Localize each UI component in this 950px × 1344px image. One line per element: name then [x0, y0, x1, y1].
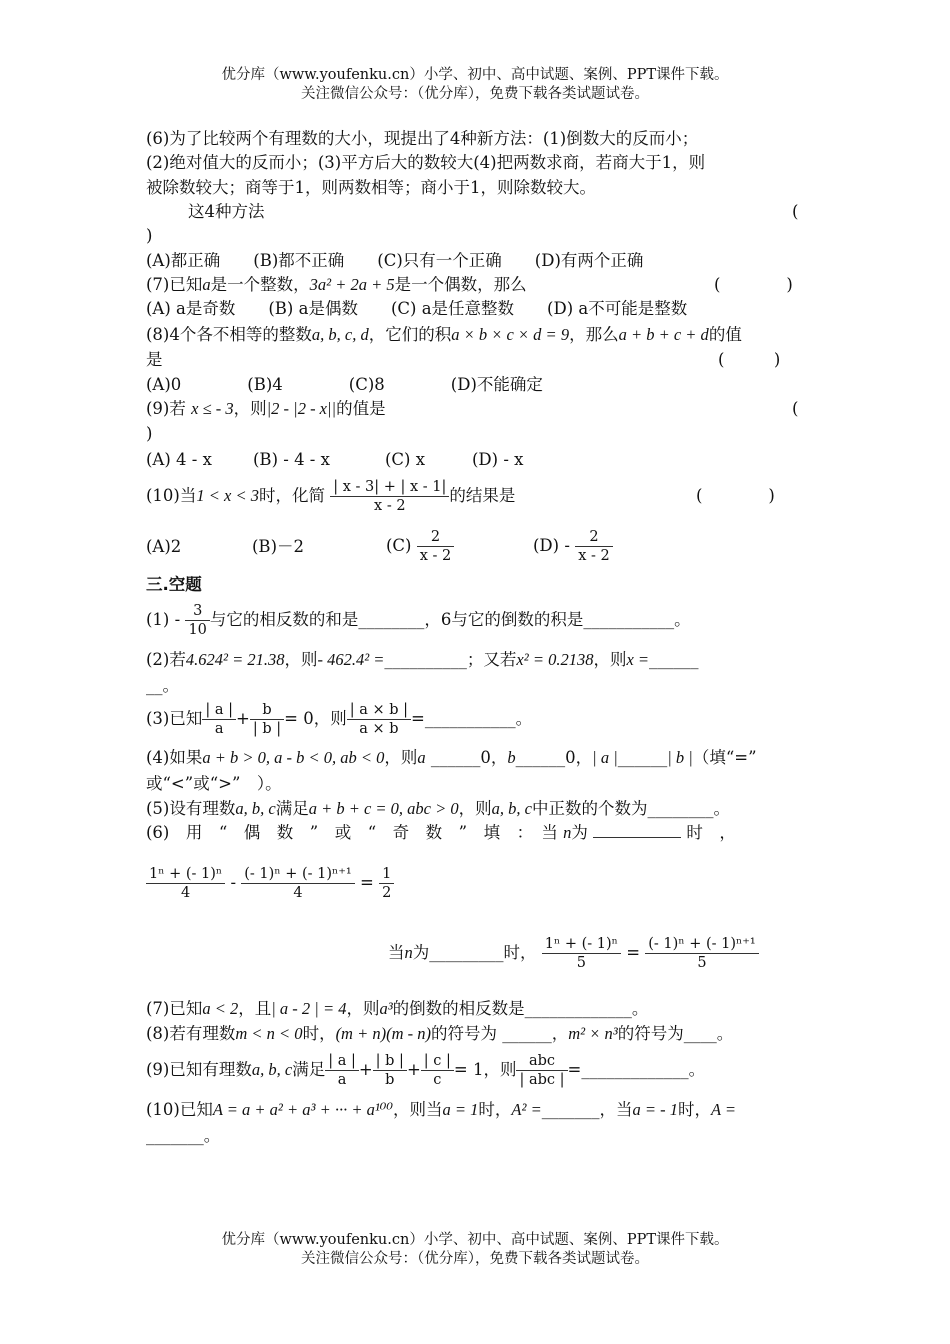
q7-var-a: a — [202, 275, 211, 294]
f4-cond: a + b > 0, a - b < 0, ab < 0 — [202, 748, 385, 767]
f4-line — [146, 747, 810, 769]
f6-line1c: 时 ， — [686, 823, 736, 842]
f10-mid3: ，当 — [599, 1100, 633, 1119]
f4-text: (4)如果 — [146, 748, 203, 767]
f8-cond: m < n < 0 — [235, 1024, 303, 1043]
f6-n: n — [563, 823, 572, 842]
q9-suffix: 的值是 — [336, 399, 386, 418]
page-footer — [0, 1231, 950, 1269]
f10-text: (10)已知 — [146, 1100, 213, 1119]
f10-mid4: 时， — [677, 1100, 711, 1119]
f6-frac3-num: 1 — [379, 865, 394, 884]
f6-frac1-num: 1ⁿ + (- 1)ⁿ — [146, 865, 225, 884]
f10-expr3: A = — [710, 1100, 737, 1119]
f6-frac-5 — [645, 935, 758, 972]
f10-cond: a = 1 — [442, 1100, 479, 1119]
f1-text: 与它的相反数的和是________，6与它的倒数的积是___________。 — [209, 610, 691, 629]
q6-line-3: 被除数较大；商等于1，则两数相等；商小于1，则除数较大。 — [146, 178, 596, 197]
f4-abs-b: | b | — [667, 748, 693, 767]
q6-line-1: (6)为了比较两个有理数的大小，现提出了4种新方法：(1)倒数大的反而小； — [146, 129, 699, 148]
f5-line — [146, 798, 810, 820]
f7-mid2: ，则 — [346, 999, 380, 1018]
q10-option-c-den: x - 2 — [419, 548, 452, 564]
f1-line — [146, 600, 810, 640]
q9-option-d: (D) - x — [472, 450, 524, 469]
f10-expr2: A² = — [511, 1100, 542, 1119]
f9-mid2: ，则 — [483, 1060, 517, 1079]
f9-d2: b — [385, 1072, 395, 1088]
f6-blank-1 — [593, 822, 681, 838]
q8-sum: a + b + c + d — [618, 325, 709, 344]
q10-fraction — [330, 478, 449, 515]
f10-mid: ，则当 — [393, 1100, 443, 1119]
f6-equation-1 — [146, 858, 394, 908]
q7-prefix: (7)已知 — [146, 275, 203, 294]
q7-bracket: ( ) — [714, 275, 793, 294]
q10-cond: 1 < x < 3 — [196, 486, 259, 505]
f9-line: (9)已知有理数a, b, c满足 $\frac{| a |}{a}$ + $\frac{| b |}{b}$ + $\frac{| c |}{c}$ = 1，则 $\frac{\text{abc}}{\text{| abc |}}$ =_____________。 — [146, 1053, 706, 1088]
f3-fraction-3 — [347, 701, 411, 738]
f5-suffix: 中正数的个数为________。 — [531, 799, 730, 818]
f6-frac2-den: 4 — [293, 885, 303, 901]
f2-eq2: x² = 0.2138 — [516, 650, 594, 669]
q8-prefix: (8)4个各不相等的整数 — [146, 325, 312, 344]
q10-numerator: | x - 3| + | x - 1| — [330, 478, 449, 497]
f9-eq: = 1 — [453, 1060, 484, 1079]
header-line-2: 关注微信公众号：（优分库），免费下载各类试题试卷。 — [301, 86, 649, 102]
q8-options: (A)0 (B)4 (C)8 (D)不能确定 — [146, 375, 543, 394]
f6-frac-4 — [542, 935, 621, 972]
f10-mid2: 时， — [478, 1100, 512, 1119]
f4-line-2: 或“<”或“>” ）。 — [146, 774, 282, 793]
f2-blank-tail: ______ — [649, 650, 699, 669]
q9-prefix: (9)若 — [146, 399, 186, 418]
f6-frac4-num: 1ⁿ + (- 1)ⁿ — [542, 935, 621, 954]
f5-cond: a + b + c = 0, abc > 0 — [308, 799, 459, 818]
q10-option-d-den: x - 2 — [578, 548, 610, 564]
q9-bracket-close: ) — [146, 424, 153, 443]
q10-option-d-num: 2 — [575, 528, 613, 547]
f2-text4: ，则 — [593, 650, 627, 669]
f3-n3: | a × b | — [347, 701, 411, 720]
q6-options: (A)都正确 (B)都不正确 (C)只有一个正确 (D)有两个正确 — [146, 251, 644, 270]
f7-cond: a < 2 — [202, 999, 239, 1018]
f1-num: 3 — [185, 602, 209, 621]
f7-mid: ，且 — [238, 999, 272, 1018]
f3-eq2: = — [411, 709, 425, 728]
f9-n1: | a | — [325, 1052, 359, 1071]
q10-option-c-num: 2 — [417, 528, 455, 547]
f2-line-2: __。 — [146, 676, 179, 695]
f6-frac2-num: (- 1)ⁿ + (- 1)ⁿ⁺¹ — [241, 865, 354, 884]
f4-suffix: （填“=” — [692, 748, 757, 767]
q8-line-2: 是 — [146, 350, 163, 369]
q9-mid: ，则 — [233, 399, 267, 418]
f9-mid: 满足 — [292, 1060, 326, 1079]
q6-line-2: (2)绝对值大的反而小；(3)平方后大的数较大(4)把两数求商，若商大于1，则 — [146, 153, 706, 172]
f3-d2: | b | — [252, 721, 282, 737]
f4-mid: ，则 — [384, 748, 418, 767]
q10-option-c-label: (C) — [386, 536, 412, 555]
f10-line — [146, 1099, 810, 1121]
f3-fraction-2 — [250, 701, 284, 738]
page-header — [0, 66, 950, 104]
f8-mid2: 的符号为 ______， — [431, 1024, 569, 1043]
f10-line-2: _______。 — [146, 1126, 221, 1145]
footer-line-1: 优分库（www.youfenku.cn）小学、初中、高中试题、案例、PPT课件下载。 — [221, 1232, 729, 1248]
q6-bracket-open: ( — [792, 202, 799, 221]
f8-mid: 时， — [302, 1024, 336, 1043]
q6-bracket-close: ) — [146, 226, 153, 245]
f7-cond2: | a - 2 | = 4 — [271, 999, 347, 1018]
f3-n2: b — [250, 701, 284, 720]
f9-n3: | c | — [421, 1052, 454, 1071]
f5-vars: a, b, c — [235, 799, 276, 818]
q10-option-d — [533, 526, 613, 566]
f6-frac-2 — [241, 865, 354, 902]
f6-line1-text: (6) 用 “ 偶 数 ” 或 “ 奇 数 ” 填 ： 当 — [146, 823, 558, 842]
section-title: 三.空题 — [146, 575, 202, 594]
f2-text1: (2)若 — [146, 650, 186, 669]
footer-line-2: 关注微信公众号：（优分库），免费下载各类试题试卷。 — [301, 1251, 649, 1267]
f5-vars2: a, b, c — [491, 799, 532, 818]
f3-prefix: (3)已知 — [146, 709, 203, 728]
f4-blank-1: ______0， — [430, 748, 508, 767]
f4-abs-a: | a | — [592, 748, 618, 767]
f9-text: (9)已知有理数 — [146, 1060, 252, 1079]
q8-suffix: 的值 — [708, 325, 742, 344]
f9-vars: a, b, c — [251, 1060, 293, 1079]
f8-text: (8)若有理数 — [146, 1024, 236, 1043]
f6-eq2: = — [626, 943, 641, 962]
q8-mid2: ，那么 — [569, 325, 619, 344]
f10-blank1: _______ — [541, 1100, 600, 1119]
f2-text3: __________；又若 — [384, 650, 517, 669]
f1-prefix: (1) - — [146, 610, 181, 629]
q10-mid: 时，化简 — [258, 486, 325, 505]
f5-text: (5)设有理数 — [146, 799, 236, 818]
q10-option-b: (B)－2 — [252, 537, 304, 556]
q10-suffix: 的结果是 — [449, 486, 516, 505]
f6-equation-2 — [388, 928, 759, 978]
f9-n2: | b | — [373, 1052, 407, 1071]
q9-line — [146, 398, 810, 420]
f8-expr2: m² × n³ — [568, 1024, 618, 1043]
f3-line — [146, 699, 810, 739]
f3-d3: a × b — [359, 721, 399, 737]
q10-denominator: x - 2 — [374, 498, 406, 514]
f1-fraction — [185, 602, 209, 639]
f5-mid2: ，则 — [458, 799, 492, 818]
q10-option-c-fraction — [417, 528, 455, 565]
f7-expr: a³ — [379, 999, 393, 1018]
q9-expr: |2 - |2 - x|| — [266, 399, 337, 418]
f8-suffix: 的符号为____。 — [617, 1024, 734, 1043]
f5-mid: 满足 — [275, 799, 309, 818]
f7-suffix: 的倒数的相反数是_____________。 — [392, 999, 649, 1018]
f3-d1: a — [214, 721, 224, 737]
q9-bracket-open: ( — [792, 399, 799, 418]
q10-bracket: ( ) — [696, 486, 775, 505]
q7-suffix: 是一个偶数，那么 — [394, 275, 527, 294]
q10-option-c — [386, 526, 454, 566]
q7-line — [146, 274, 810, 296]
f9-d3: c — [433, 1072, 442, 1088]
q10-option-a: (A)2 — [146, 537, 182, 556]
f3-eq: = 0 — [284, 709, 314, 728]
q9-cond: x ≤ - 3 — [191, 399, 234, 418]
f6-line3b: 为_________时， — [412, 943, 537, 962]
f9-frac-4 — [516, 1052, 567, 1089]
f6-frac5-den: 5 — [697, 955, 707, 971]
f3-mid: ，则 — [313, 709, 347, 728]
f8-line — [146, 1023, 810, 1045]
f4-b: b — [507, 748, 516, 767]
f7-text: (7)已知 — [146, 999, 203, 1018]
f3-fraction-1 — [202, 701, 236, 738]
f7-line — [146, 998, 810, 1020]
f9-n4: abc — [516, 1052, 567, 1071]
q7-expr: 3a² + 2a + 5 — [309, 275, 395, 294]
f3-plus: + — [236, 709, 250, 728]
f6-frac-1 — [146, 865, 225, 902]
q7-mid: 是一个整数， — [210, 275, 310, 294]
f6-n-2: n — [404, 943, 413, 962]
q10-prefix: (10)当 — [146, 486, 197, 505]
f9-frac-2 — [373, 1052, 407, 1089]
f6-frac5-num: (- 1)ⁿ + (- 1)ⁿ⁺¹ — [645, 935, 758, 954]
f2-line — [146, 649, 810, 671]
f8-expr: (m + n)(m - n) — [335, 1024, 432, 1043]
header-line-1: 优分库（www.youfenku.cn）小学、初中、高中试题、案例、PPT课件下载。 — [221, 67, 729, 83]
f6-frac3-den: 2 — [382, 885, 392, 901]
q6-line-4: 这4种方法 — [188, 202, 265, 221]
q9-option-b: (B) - 4 - x — [253, 450, 330, 469]
f6-eq: = — [360, 873, 374, 892]
f2-var: x = — [626, 650, 650, 669]
f6-frac4-den: 5 — [576, 955, 586, 971]
q10-option-d-label: (D) - — [533, 536, 570, 555]
f2-expr: - 462.4² = — [317, 650, 385, 669]
q8-vars: a, b, c, d — [311, 325, 369, 344]
f10-cond2: a = - 1 — [632, 1100, 678, 1119]
f4-blank-2: ______0， — [515, 748, 593, 767]
q8-bracket: ( ) — [718, 350, 781, 369]
f2-text2: ，则 — [284, 650, 318, 669]
q7-options: (A) a是奇数 (B) a是偶数 (C) a是任意整数 (D) a不可能是整数 — [146, 299, 688, 318]
f6-line1b: 为 — [571, 823, 588, 842]
f9-frac-1 — [325, 1052, 359, 1089]
f9-d4: | abc | — [519, 1072, 565, 1088]
f6-frac1-den: 4 — [180, 885, 191, 901]
f4-a: a — [417, 748, 426, 767]
f9-d1: a — [337, 1072, 347, 1088]
f4-blank-3: ______ — [617, 748, 668, 767]
f1-den: 10 — [188, 622, 207, 638]
f10-expr: A = a + a² + a³ + ··· + a¹⁰⁰ — [212, 1100, 394, 1119]
f6-line3a: 当 — [388, 943, 405, 962]
f6-frac-3 — [379, 865, 394, 902]
f3-suffix: ___________。 — [424, 709, 533, 728]
f6-minus: - — [230, 873, 237, 892]
q9-option-a: (A) 4 - x — [146, 450, 212, 469]
q8-prod: a × b × c × d = 9 — [451, 325, 570, 344]
q10-option-d-fraction — [575, 528, 613, 565]
f6-line-1 — [146, 822, 810, 844]
q8-mid: ，它们的积 — [368, 325, 452, 344]
f9-suffix: =_____________。 — [567, 1060, 706, 1079]
f3-n1: | a | — [202, 701, 236, 720]
q8-line — [146, 324, 810, 346]
f9-frac-3 — [421, 1052, 454, 1089]
f2-eq1: 4.624² = 21.38 — [185, 650, 285, 669]
q9-option-c: (C) x — [385, 450, 426, 469]
